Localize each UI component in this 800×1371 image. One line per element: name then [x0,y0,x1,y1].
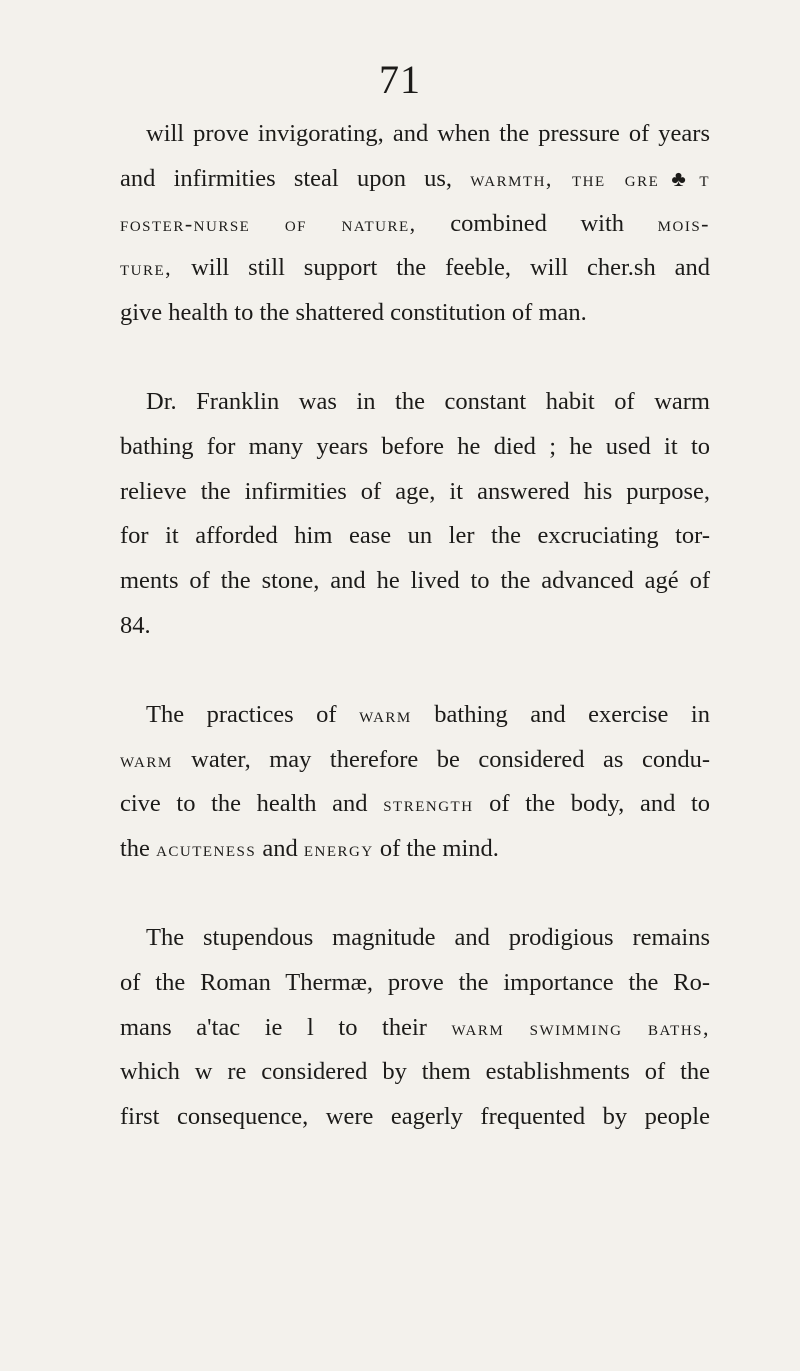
text-span: of the body, and to [489,790,711,818]
text-line [120,604,710,649]
text-line [120,782,710,827]
small-caps-span: energy [303,836,374,862]
paragraph-1 [120,112,710,336]
text-line [120,291,710,336]
text-span: which w re considered by them establishments of the [120,1058,710,1086]
text-line [120,1095,710,1140]
page-text [120,112,710,1140]
paragraph-gap [120,872,710,916]
text-line [120,1006,710,1051]
text-span: and [262,835,304,863]
text-span: bathing and exercise in [434,700,710,728]
text-span: ments of the stone, and he lived to the advanced agé of [120,567,710,595]
text-line [120,380,710,425]
text-span: Dr. Franklin was in the constant habit of warm [146,387,710,415]
small-caps-span: warm [120,746,173,772]
text-span: combined with [450,209,658,237]
page-number: 71 [379,57,421,102]
small-caps-span: ture, [120,255,173,281]
text-line [120,202,710,247]
text-span: and infirmities steal upon us, [120,164,471,192]
text-line [120,827,710,872]
text-line [120,112,710,157]
text-line [120,693,710,738]
text-span: cive to the health and [120,790,384,818]
text-line [120,514,710,559]
small-caps-span: warmth, the gre♣t [470,165,710,191]
text-span: relieve the infirmities of age, it answered his purpose, [120,477,710,505]
text-span: first consequence, were eagerly frequented by people [120,1103,710,1131]
paragraph-gap [120,649,710,693]
text-span: of the mind. [379,835,499,863]
small-caps-span: warm swimming baths, [451,1014,710,1040]
text-line [120,157,710,202]
text-span: mans a'tac ie l to their [120,1013,452,1041]
text-span: water, may therefore be considered as condu- [191,745,710,773]
text-line [120,916,710,961]
small-caps-span: mois- [657,210,710,236]
text-line [120,559,710,604]
small-caps-span: warm [359,701,412,727]
text-line [120,1050,710,1095]
text-span: will still support the feeble, will cher.sh and [191,254,710,282]
paragraph-4 [120,916,710,1140]
paragraph-2 [120,380,710,649]
text-span: 84. [120,611,151,639]
text-line [120,425,710,470]
paragraph-3 [120,693,710,872]
text-span: of the Roman Thermæ, prove the importance the Ro- [120,968,710,996]
text-span: for it afforded him ease un ler the excruciating tor- [120,522,710,550]
small-caps-span: strength [383,791,474,817]
paragraph-gap [120,336,710,380]
text-span: the [120,835,157,863]
text-span: will prove invigorating, and when the pressure of years [146,120,710,147]
small-caps-span: acuteness [156,836,257,862]
small-caps-span: foster-nurse of nature, [120,210,417,236]
text-span: The stupendous magnitude and prodigious remains [146,923,710,951]
text-span: bathing for many years before he died ; he used it to [120,432,710,460]
text-span: The practices of [146,700,360,728]
text-line [120,738,710,783]
text-line [120,961,710,1006]
text-line [120,246,710,291]
text-line [120,470,710,515]
text-span: give health to the shattered constitution of man. [120,299,587,327]
